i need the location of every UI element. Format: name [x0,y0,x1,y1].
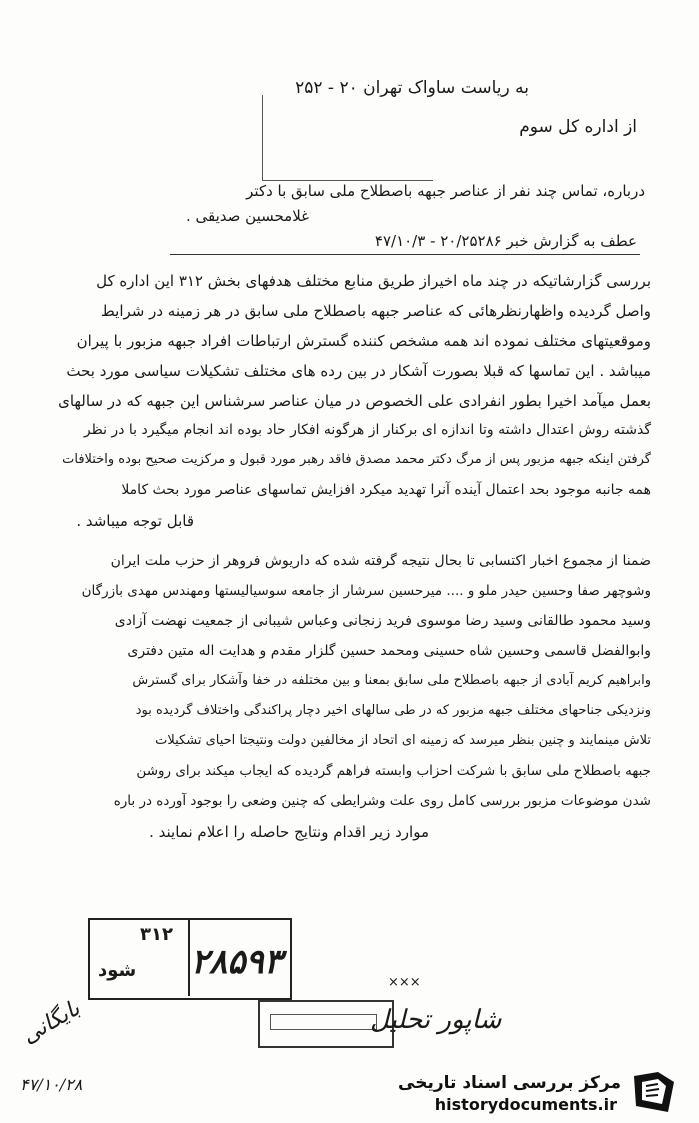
body-line: میباشد . این تماسها که قبلا بصورت آشکار در بین رده های مختلف تشکیلات سیاسی مورد بحث [66,362,651,380]
handwritten-date: ۴۷/۱۰/۲۸ [20,1075,83,1094]
body-line: وشوچهر صفا وحسین حیدر ملو و .... میرحسین سرشار از جامعه سوسیالیستها ومهندس مهدی بازرگان [81,583,651,599]
asterisks: ××× [388,975,421,990]
recipient-line: به ریاست ساواک تهران ۲۰ - ۲۵۲ [295,78,529,98]
archive-url: historydocuments.ir [434,1095,617,1114]
body-line: گذشته روش اعتدال داشته وتا اندازه ای برکنار از هرگونه افکار حاد بوده اند انجام میگیرد با در نظر [83,422,651,438]
body-line: تلاش مینمایند و چنین بنظر میرسد که زمینه ای اتحاد از مخالفین دولت ونتیجتا احیای تشکیلات [155,733,651,748]
instruction-text: شود [98,960,137,981]
body-line: بعمل میآمد اخیرا بطور انفرادی علی الخصوص در میان عناصر سرشناس این جبهه که در سالهای [58,392,651,410]
sender-line: از اداره کل سوم [519,117,637,137]
body-line: واصل گردیده واظهارنظرهائی که عناصر جبهه باصطلاح ملی سابق در هر زمینه در شرایط [100,302,651,320]
body-line: وابراهیم کریم آبادی از جبهه باصطلاح ملی سابق بمعنا و بین مختلفه در خفا وآشکار برای گسترش [132,673,651,688]
dept-number: ۳۱۲ [140,924,173,945]
body-line: گرفتن اینکه جبهه مزبور پس از مرگ دکتر محمد مصدق فاقد رهبر مورد قبول و مرکزیت صحیح بوده واختلافات [62,452,651,467]
signature: شاپور تحلیل [370,1005,502,1035]
archive-name: مرکز بررسی اسناد تاریخی [398,1073,621,1093]
body-line: بررسی گزارشاتیکه در چند ماه اخیراز طریق منابع مختلف هدفهای بخش ۳۱۲ این اداره کل [96,272,651,290]
body-line: شدن موضوعات مزبور بررسی کامل روی علت وشرایطی که چنین وضعی را بوجود آورده در باره [113,793,651,809]
body-line: وسید محمود طالقانی وسید رضا موسوی فرید زنجانی وعباس شیبانی از جمعیت نهضت آزادی [114,613,651,629]
document-logo-icon [628,1068,680,1116]
body-line: همه جانبه موجود بحد اعتمال آینده آنرا تهدید میکرد افزایش تماسهای عناصر مورد بحث کاملا [121,482,651,498]
body-line: قابل توجه میباشد . [76,512,194,530]
body-line: وابوالفضل قاسمی وحسین شاه حسینی ومحمد حسین گلزار مقدم و هدایت اله متین دفتری [127,643,651,659]
signature-stamp-inner [270,1014,377,1030]
reference-line: عطف به گزارش خبر ۲۰/۲۵۲۸۶ - ۴۷/۱۰/۳ [374,232,637,250]
handwritten-note: بایگانی [17,996,85,1049]
header-box [262,95,433,181]
body-line: ونزدیکی جناحهای مختلف جبهه مزبور که در طی سالهای اخیر دچار پراکندگی واختلاف گردیده بود [135,703,651,718]
body-line: موارد زیر اقدام ونتایج حاصله را اعلام نمایند . [149,823,429,841]
body-line: وموقعیتهای مختلف نموده اند همه مشخص کننده گسترش ارتباطات افراد جبهه مزبور با پیران [76,332,651,350]
subject-line-2: غلامحسین صدیقی . [185,207,309,225]
reference-number: ۲۸۵۹۳ [190,942,282,982]
body-line: ضمنا از مجموع اخبار اکتسابی تا بحال نتیجه گرفته شده که داریوش فروهر از حزب ملت ایران [110,553,651,569]
subject-line-1: درباره، تماس چند نفر از عناصر جبهه باصطلاح ملی سابق با دکتر [246,182,645,200]
body-line: جبهه باصطلاح ملی سابق با شرکت احزاب وابسته فراهم گردیده که ایجاب میکند برای روشن [136,763,651,779]
underline [170,254,640,255]
stamp-inner-box [88,918,190,996]
